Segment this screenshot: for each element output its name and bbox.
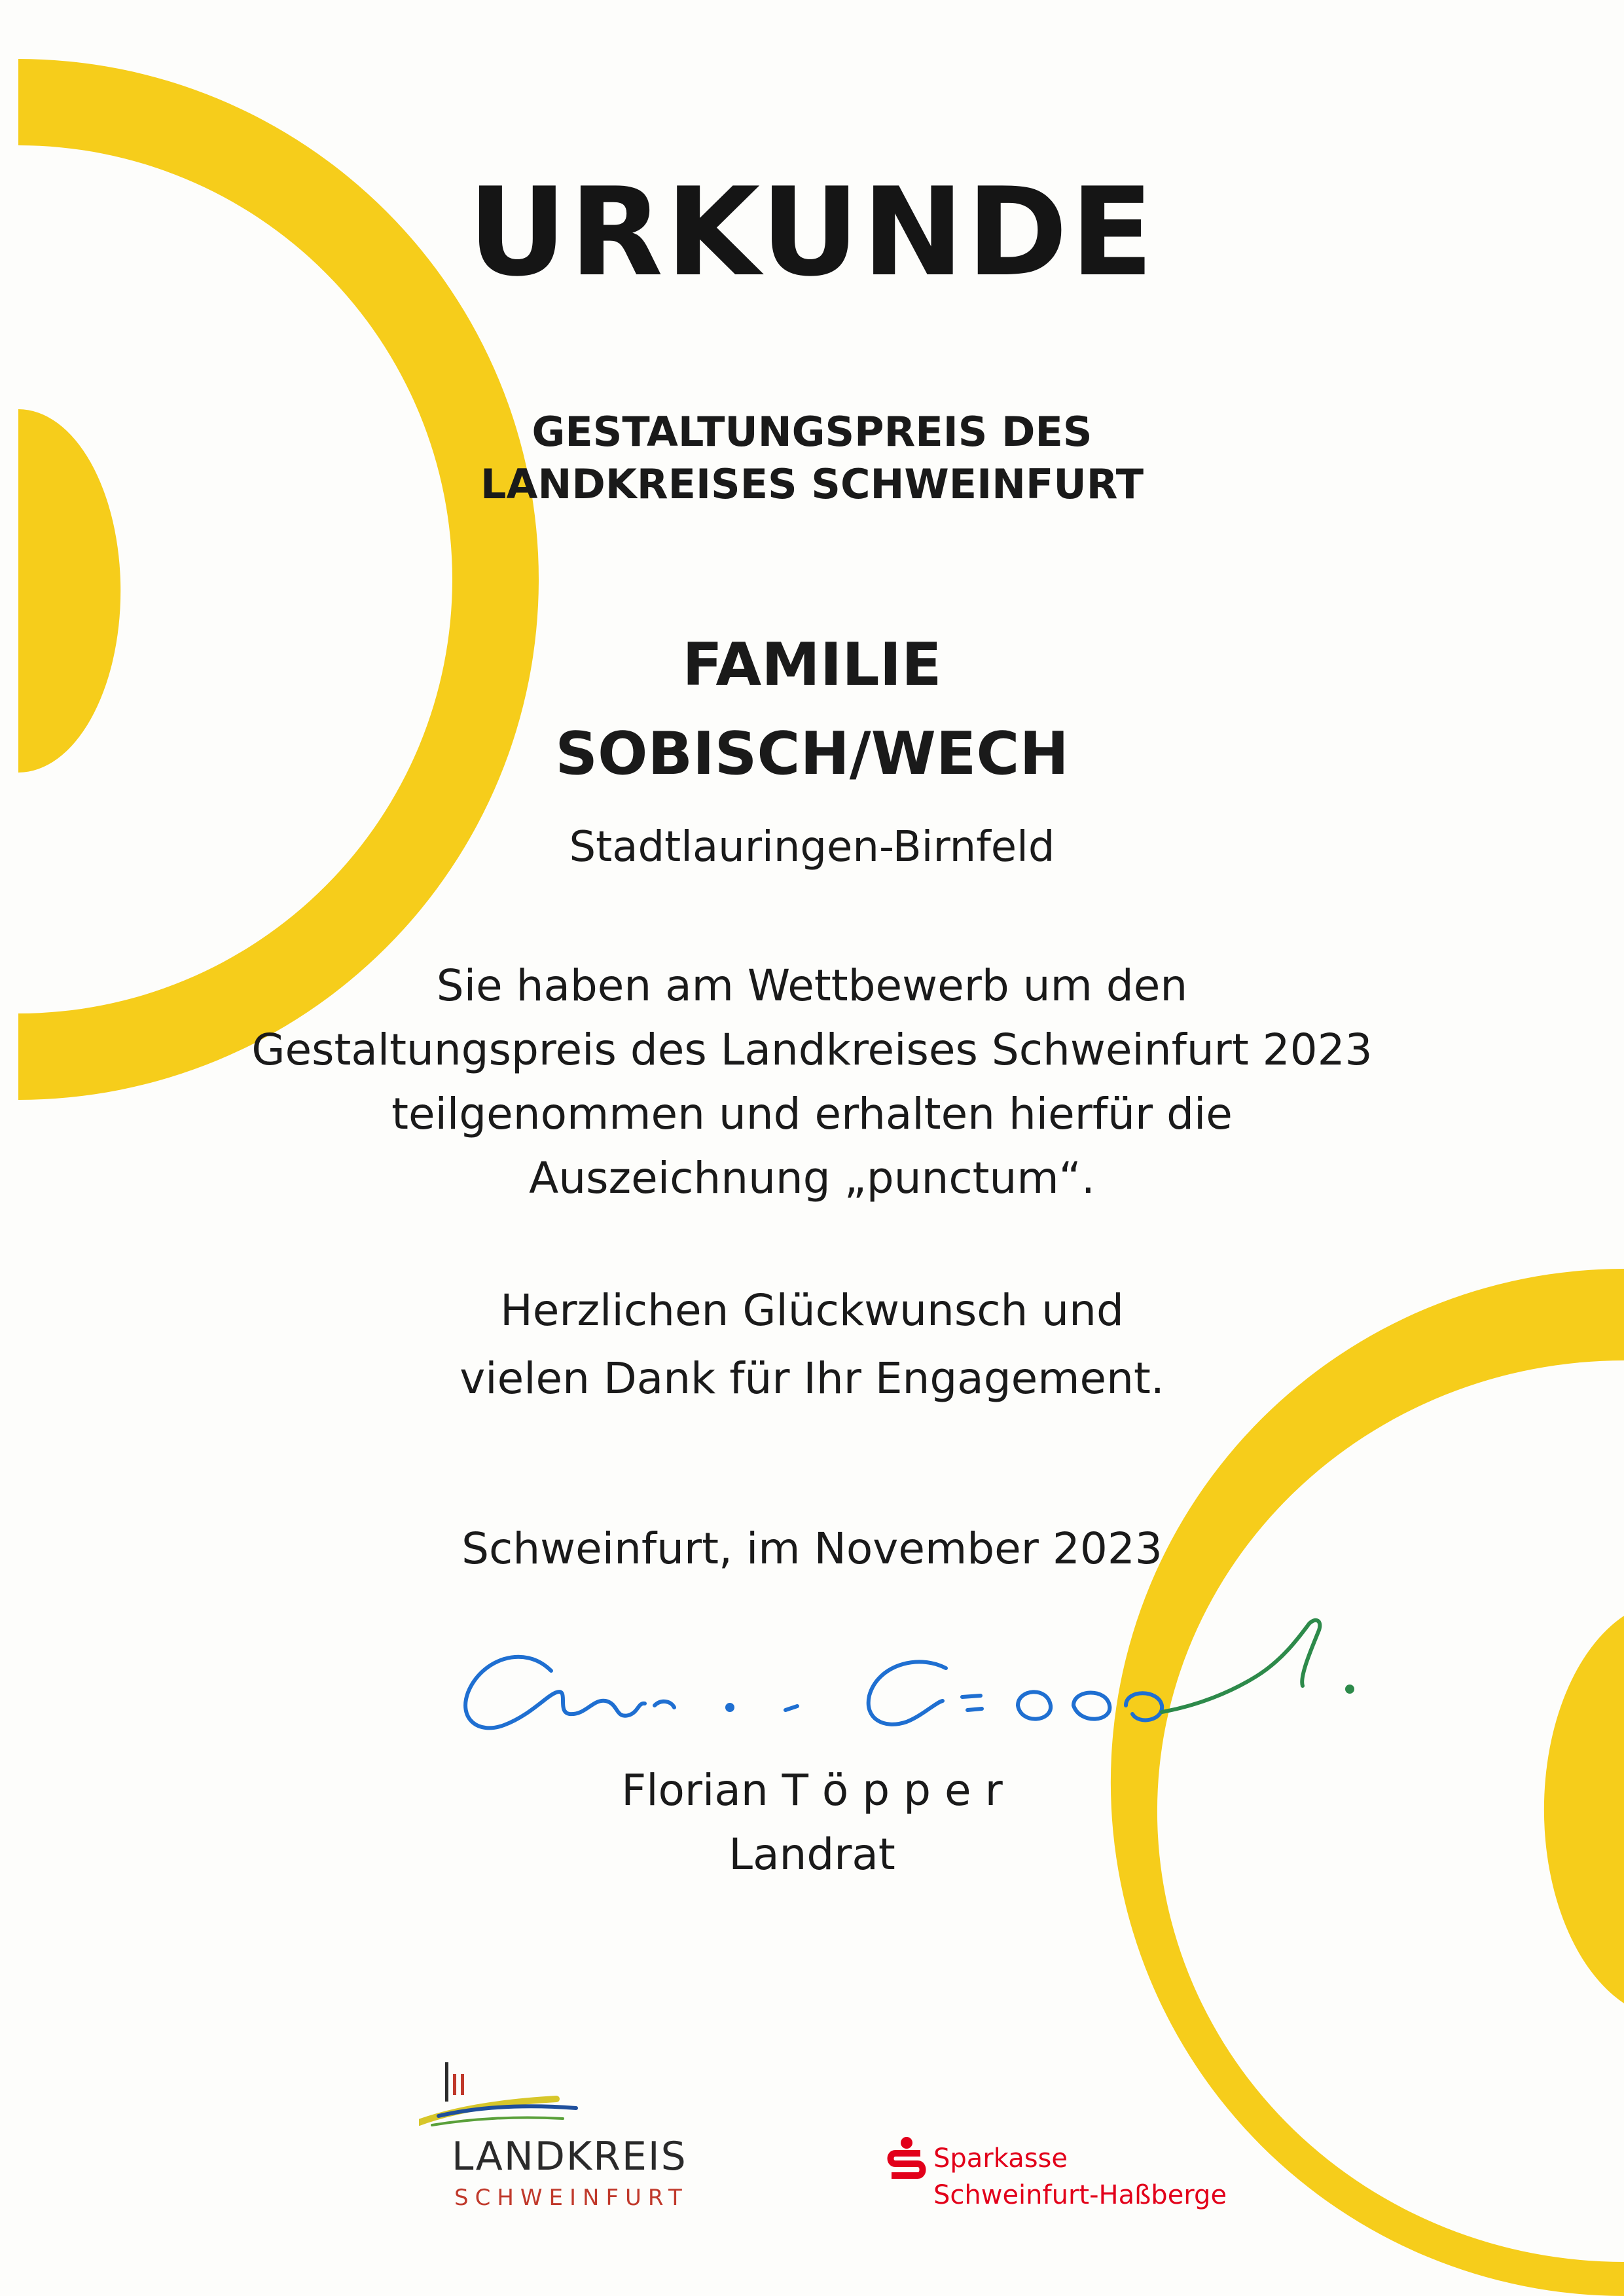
landkreis-subword: SCHWEINFURT (454, 2185, 689, 2211)
signer-block (0, 1758, 1624, 1887)
award-name-line1: GESTALTUNGSPREIS DES (532, 408, 1092, 456)
sparkasse-s-icon (884, 2136, 929, 2182)
award-text-line3: teilgenommen und erhalten hierfür die (391, 1089, 1233, 1139)
greeting-line1: Herzlichen Glückwunsch und (500, 1285, 1124, 1336)
landkreis-emblem-icon (419, 2056, 589, 2134)
recipient-line2: SOBISCH/WECH (555, 720, 1069, 788)
sparkasse-region: Schweinfurt-Haßberge (933, 2180, 1227, 2210)
sparkasse-logo (884, 2131, 1276, 2223)
landkreis-word: LANDKREIS (452, 2134, 687, 2179)
award-name-line2: LANDKREISES SCHWEINFURT (480, 460, 1144, 508)
award-text-line4: Auszeichnung „punctum“. (529, 1153, 1095, 1203)
place-date-line: Schweinfurt, im November 2023 (461, 1523, 1163, 1574)
recipient-line1: FAMILIE (682, 630, 942, 699)
award-text-line2: Gestaltungspreis des Landkreises Schweinfurt 2023 (251, 1025, 1373, 1075)
award-text-line1: Sie haben am Wettbewerb um den (436, 960, 1188, 1011)
greeting-line2: vielen Dank für Ihr Engagement. (460, 1353, 1164, 1404)
signer-role: Landrat (729, 1829, 895, 1880)
sparkasse-name: Sparkasse (933, 2143, 1068, 2174)
landkreis-schweinfurt-logo (419, 2056, 746, 2219)
certificate-title: URKUNDE (467, 161, 1157, 303)
signer-name: Florian T ö p p e r (621, 1765, 1003, 1815)
recipient-place: Stadtlauringen-Birnfeld (569, 823, 1055, 871)
